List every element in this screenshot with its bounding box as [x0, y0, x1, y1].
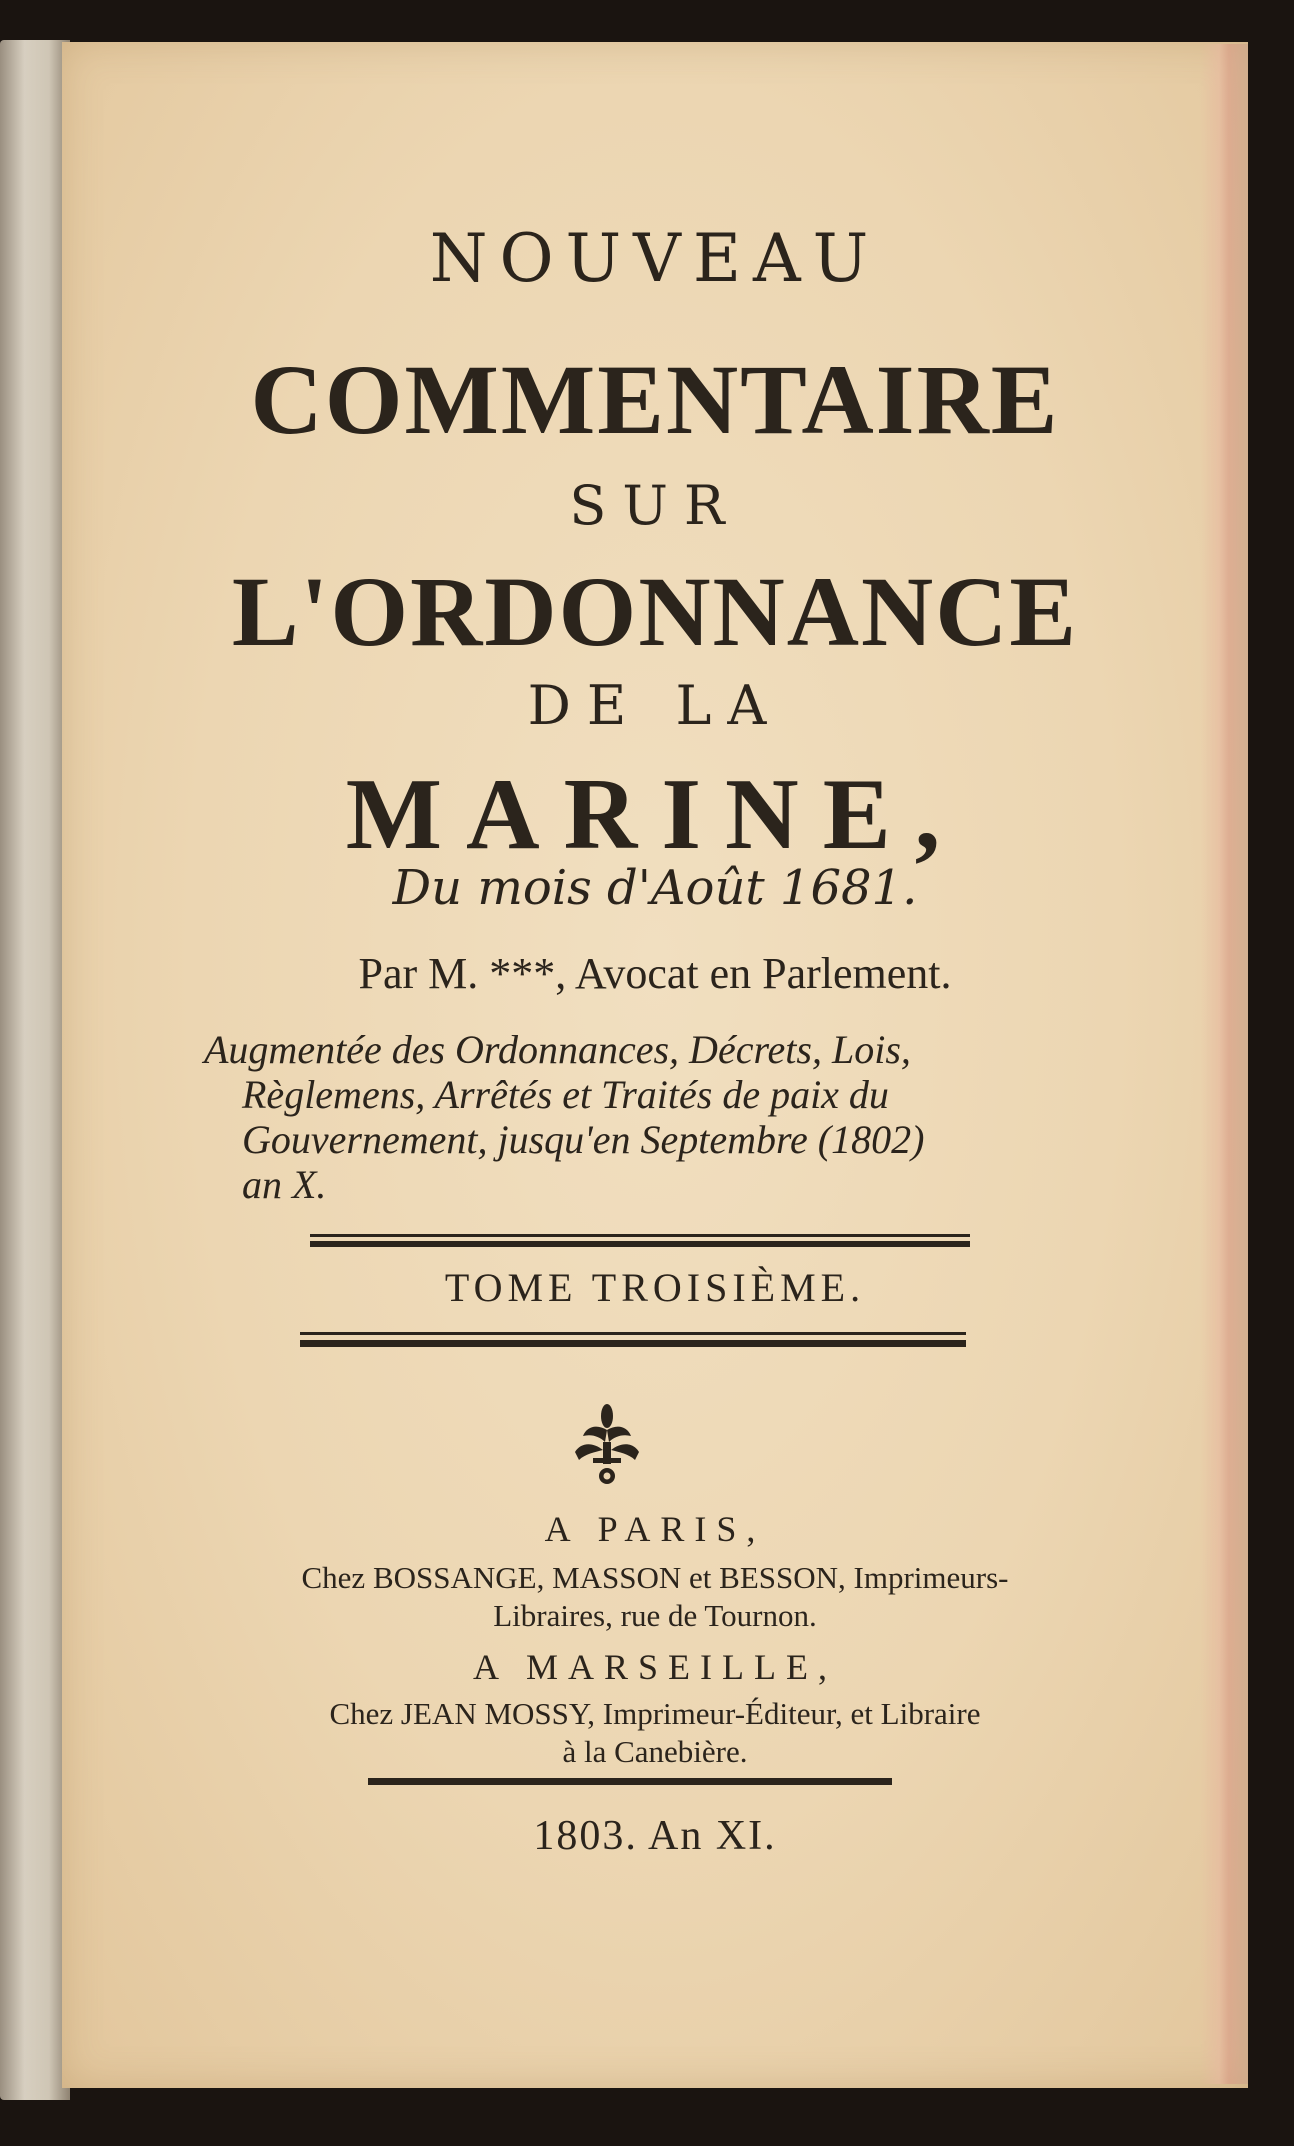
augmentation-line: Gouvernement, jusqu'en Septembre (1802): [242, 1117, 925, 1162]
author-line: Par M. ***, Avocat en Parlement.: [358, 949, 952, 998]
rule-lower-1: [300, 1332, 966, 1335]
title-page-content: [62, 42, 1248, 2088]
title-page: [62, 42, 1248, 2088]
page-fore-edge: [1200, 44, 1248, 2084]
title-line-sur: SUR: [569, 474, 741, 537]
rule-upper-1: [310, 1234, 970, 1237]
imprint-publisher-marseille-2: à la Canebière.: [562, 1734, 748, 1769]
publication-year: 1803. An XI.: [533, 1813, 777, 1859]
augmentation-line: Règlemens, Arrêtés et Traités de paix du: [242, 1072, 889, 1117]
title-line-nouveau: NOUVEAU: [429, 220, 881, 297]
imprint-city-paris: A PARIS,: [544, 1509, 766, 1549]
augmentation-line: an X.: [242, 1162, 327, 1207]
imprint-publisher-paris-1: Chez BOSSANGE, MASSON et BESSON, Imprimeurs-: [301, 1560, 1009, 1595]
book-spine: [0, 40, 70, 2100]
augmentation-line: Augmentée des Ordonnances, Décrets, Lois,: [204, 1027, 911, 1072]
title-line-marine: MARINE,: [345, 758, 965, 871]
title-line-commentaire: COMMENTAIRE: [250, 344, 1060, 455]
rule-imprint: [368, 1778, 892, 1785]
rule-lower-2: [300, 1340, 966, 1347]
rule-upper-2: [310, 1241, 970, 1247]
fleuron-icon: [567, 1402, 647, 1492]
imprint-publisher-paris-2: Libraires, rue de Tournon.: [493, 1598, 817, 1633]
augmentation-paragraph: [204, 1027, 1084, 1207]
imprint-city-marseille: A MARSEILLE,: [472, 1647, 837, 1687]
title-line-ordonnance: L'ORDONNANCE: [231, 556, 1079, 667]
title-line-de-la: DE LA: [527, 674, 783, 737]
date-line: Du mois d'Août 1681.: [392, 860, 918, 916]
imprint-publisher-marseille-1: Chez JEAN MOSSY, Imprimeur-Éditeur, et Libraire: [329, 1696, 981, 1731]
volume-label: TOME TROISIÈME.: [444, 1265, 866, 1310]
